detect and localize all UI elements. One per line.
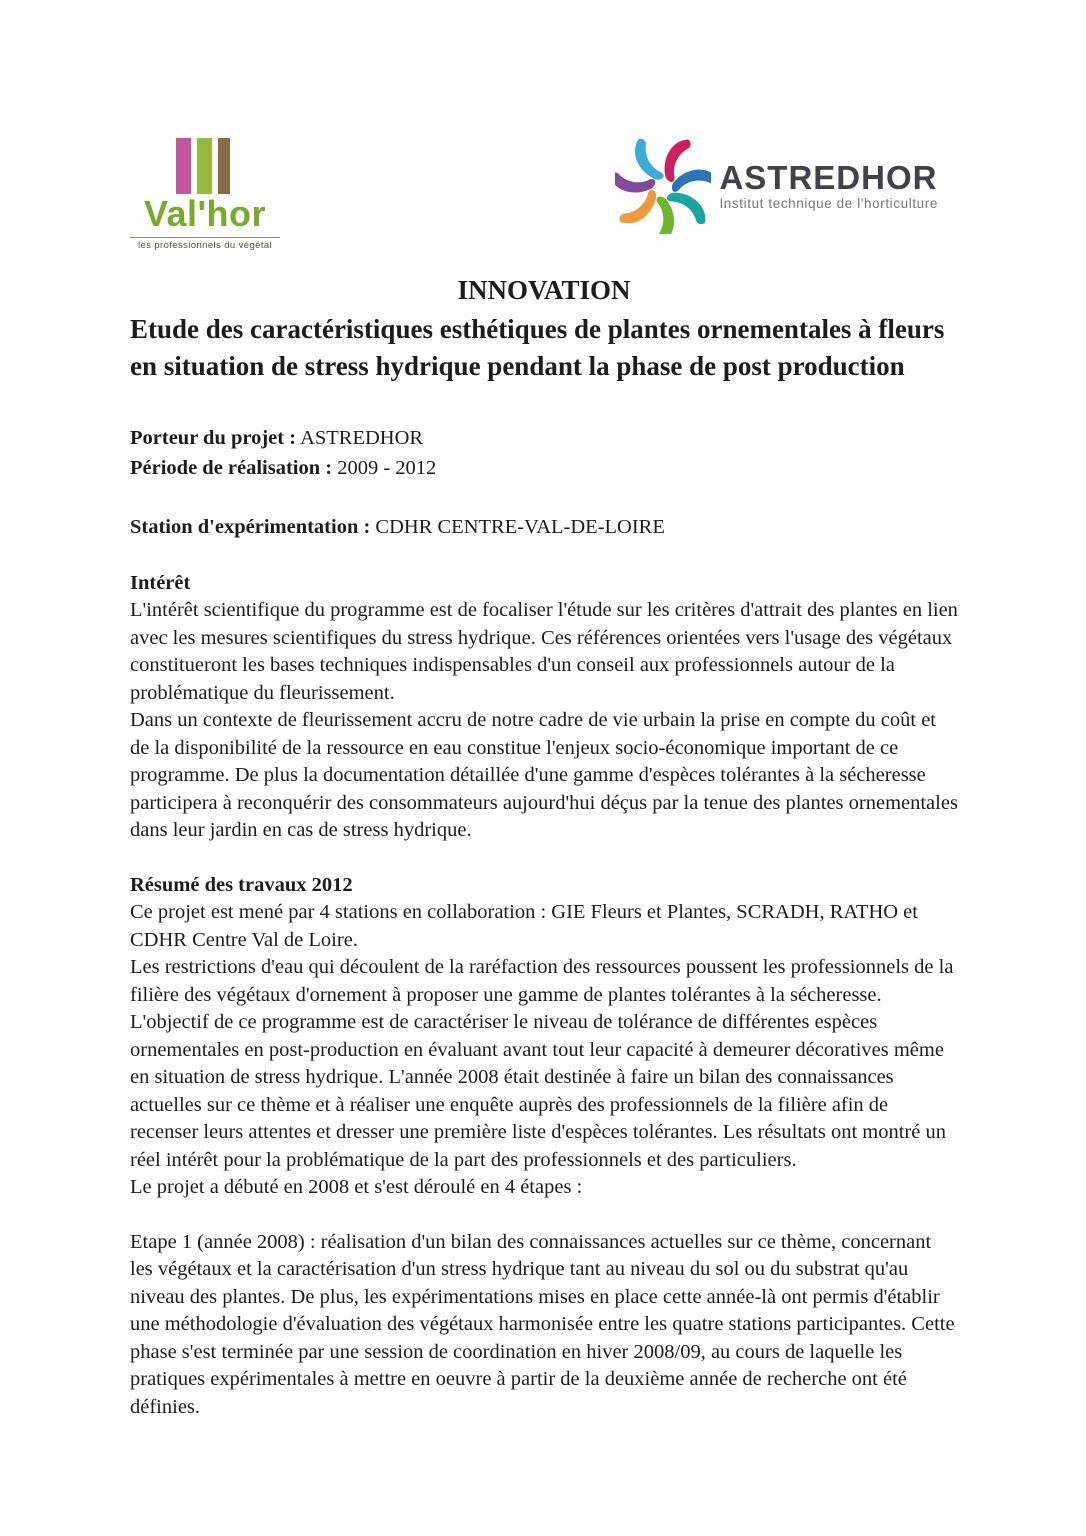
meta-porteur [130, 423, 958, 453]
document-body [0, 251, 1086, 1421]
astredhor-tagline: Institut technique de l'horticulture [719, 196, 938, 211]
meta-porteur-label: Porteur du projet : [130, 426, 297, 449]
astredhor-text-block [719, 161, 938, 211]
astredhor-logo [615, 138, 938, 234]
meta-station-value: CDHR CENTRE-VAL-DE-LOIRE [375, 515, 665, 538]
paragraph: L'intérêt scientifique du programme est de focaliser l'étude sur les critères d'attrait des plantes en lien avec les mesures scientifiques du stress hydrique. Ces références orientées vers l'usage des végétaux constitueront les bases techniques indispensables d'un conseil aux professionnels autour de la problématique du fleurissement. [130, 599, 958, 704]
meta-periode-label: Période de réalisation : [130, 456, 333, 479]
paragraph: Le projet a débuté en 2008 et s'est déroulé en 4 étapes : [130, 1176, 583, 1198]
meta-station-label: Station d'expérimentation : [130, 515, 371, 538]
section-resume-heading: Résumé des travaux 2012 [130, 873, 353, 896]
astredhor-wordmark: ASTREDHOR [719, 159, 938, 196]
section-interet-heading: Intérêt [130, 571, 191, 594]
paragraph: Ce projet est mené par 4 stations en collaboration : GIE Fleurs et Plantes, SCRADH, RATHO et CDHR Centre Val de Loire. [130, 901, 918, 951]
meta-porteur-value: ASTREDHOR [300, 426, 424, 449]
valhor-wordmark: Val'hor [143, 193, 267, 234]
valhor-tagline: les professionnels du végétal [130, 237, 280, 251]
paragraph: Dans un contexte de fleurissement accru de notre cadre de vie urbain la prise en compte du coût et de la disponibilité de la ressource en eau constitue l'enjeux socio-économique important de ce programme. De plus la documentation détaillée d'une gamme d'espèces tolérantes à la sécheresse participera à reconquérir des consommateurs aujourd'hui déçus par la tenue des plantes ornementales dans leur jardin en cas de stress hydrique. [130, 709, 958, 841]
section-interet [130, 570, 958, 845]
valhor-logo [130, 138, 280, 251]
astredhor-flower-icon [615, 138, 711, 234]
meta-station [130, 512, 958, 542]
valhor-bars-icon [170, 138, 240, 194]
section-resume-2012 [130, 872, 958, 1202]
header [0, 0, 1086, 251]
meta-periode-value: 2009 - 2012 [337, 456, 437, 479]
document-category: INNOVATION [457, 275, 631, 305]
meta-block [130, 423, 958, 542]
paragraph: Etape 1 (année 2008) : réalisation d'un bilan des connaissances actuelles sur ce thème, concernant les végétaux et la caractérisation d'un stress hydrique tant au niveau du sol ou du substrat qu'au niveau des plantes. De plus, les expérimentations mises en place cette année-là ont permis d'établir une méthodologie d'évaluation des végétaux harmonisée entre les quatre stations participantes. Cette phase s'est terminée par une session de coordination en hiver 2008/09, au cours de laquelle les pratiques expérimentales à mettre en oeuvre à partir de la deuxième année de recherche ont été définies. [130, 1230, 955, 1418]
document-title: Etude des caractéristiques esthétiques de plantes ornementales à fleurs en situation de stress hydrique pendant la phase de post production [130, 313, 945, 381]
meta-periode [130, 453, 958, 483]
paragraph: Les restrictions d'eau qui découlent de la raréfaction des ressources poussent les professionnels de la filière des végétaux d'ornement à proposer une gamme de plantes tolérantes à la sécheresse. L'objectif de ce programme est de caractériser le niveau de tolérance de différentes espèces ornementales en post-production en évaluant avant tout leur capacité à demeurer décoratives même en situation de stress hydrique. L'année 2008 était destinée à faire un bilan des connaissances actuelles sur ce thème et à réaliser une enquête auprès des professionnels de la filière afin de recenser leurs attentes et dresser une première liste d'espèces tolérantes. Les résultats ont montré un réel intérêt pour la problématique de la part des professionnels et des particuliers. [130, 956, 954, 1171]
section-etape-1 [130, 1229, 958, 1422]
